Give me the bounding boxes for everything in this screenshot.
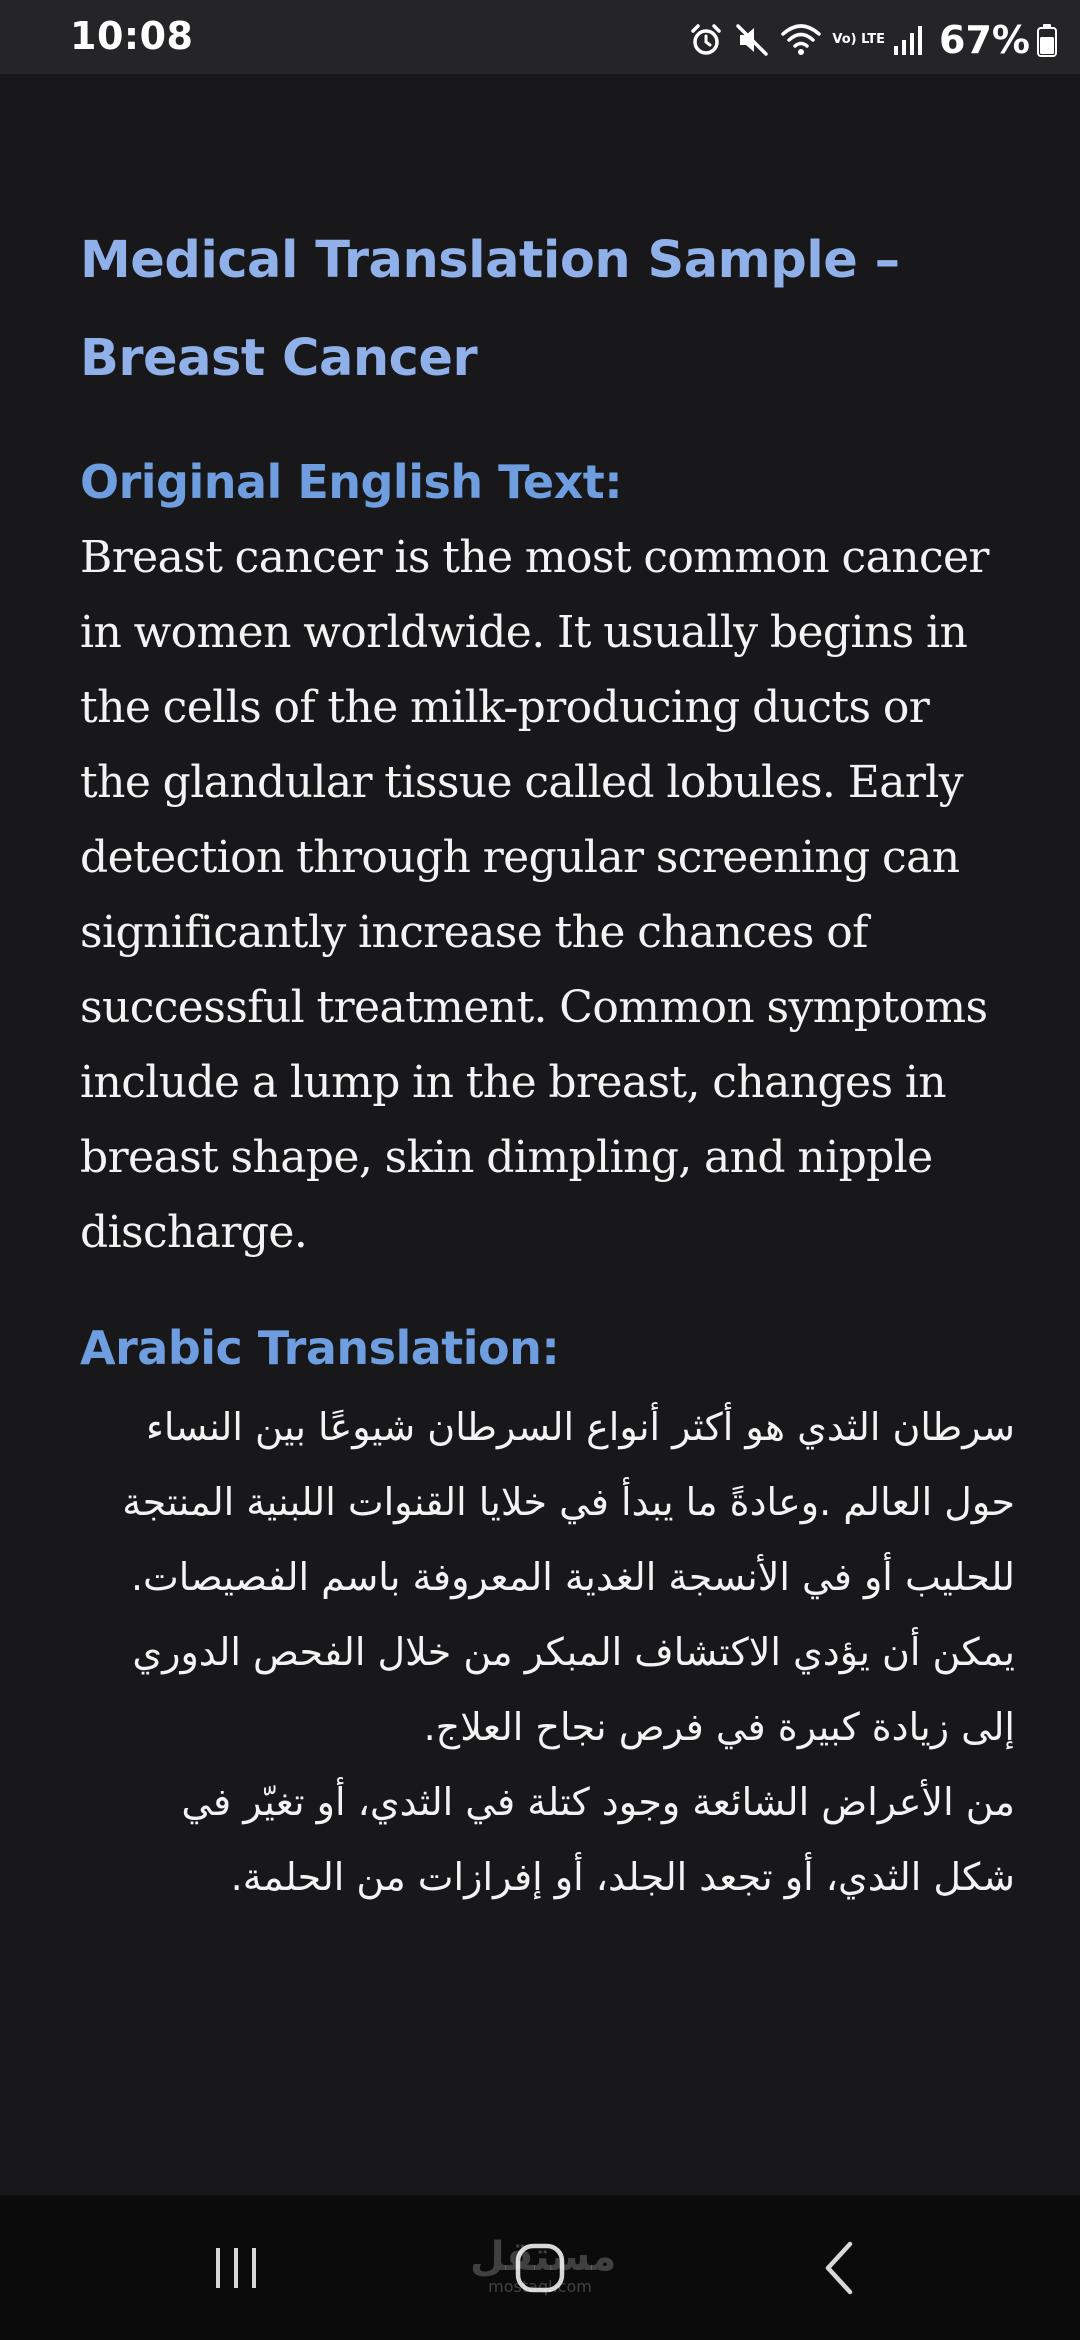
text-line: in women worldwide. It usually begins in — [80, 607, 968, 658]
document-title — [80, 212, 1020, 408]
mute-icon — [734, 22, 770, 58]
arabic-line: من الأعراض الشائعة وجود كتلة في الثدي، أو تغيّر في — [181, 1780, 1015, 1824]
text-line: Breast cancer is the most common cancer — [80, 532, 989, 583]
status-bar — [0, 0, 1080, 74]
text-line: successful treatment. Common symptoms — [80, 982, 988, 1033]
volte-badge: Vo) LTE — [832, 32, 886, 47]
status-time: 10:08 — [70, 14, 194, 58]
home-button[interactable] — [470, 2195, 617, 2340]
arabic-line: حول العالم .وعادةً ما يبدأ في خلايا القنوات اللبنية المنتجة — [122, 1480, 1015, 1524]
arabic-heading: Arabic Translation: — [80, 1321, 560, 1375]
title-line: Breast Cancer — [80, 329, 478, 388]
arabic-line: للحليب أو في الأنسجة الغدية المعروفة باسم الفصيصات. — [130, 1555, 1015, 1599]
text-line: discharge. — [80, 1207, 308, 1258]
arabic-line: شكل الثدي، أو تجعد الجلد، أو إفرازات من الحلمة. — [230, 1855, 1015, 1899]
arabic-line: سرطان الثدي هو أكثر أنواع السرطان شيوعًا بين النساء — [145, 1405, 1015, 1449]
english-text — [80, 520, 1020, 1270]
alarm-icon — [688, 22, 724, 58]
watermark-latin: mostaql.com — [488, 2277, 592, 2296]
text-line: the glandular tissue called lobules. Early — [80, 757, 964, 808]
navigation-bar — [0, 2195, 1080, 2340]
battery-percent: 67% — [939, 18, 1030, 62]
back-button[interactable] — [790, 2195, 890, 2340]
english-heading: Original English Text: — [80, 455, 623, 509]
recents-button[interactable] — [186, 2195, 286, 2340]
arabic-line: إلى زيادة كبيرة في فرص نجاح العلاج. — [423, 1705, 1015, 1749]
status-icons — [688, 10, 1058, 70]
text-line: include a lump in the breast, changes in — [80, 1057, 947, 1108]
recents-icon — [211, 2243, 261, 2293]
text-line: significantly increase the chances of — [80, 907, 868, 958]
title-line: Medical Translation Sample – — [80, 231, 900, 290]
text-line: detection through regular screening can — [80, 832, 960, 883]
document — [80, 212, 1020, 1915]
home-icon — [512, 2240, 568, 2296]
text-line: breast shape, skin dimpling, and nipple — [80, 1132, 933, 1183]
back-icon — [820, 2240, 860, 2296]
text-line: the cells of the milk-producing ducts or — [80, 682, 930, 733]
watermark-arabic: مستقل — [470, 2234, 617, 2280]
wifi-icon — [780, 22, 822, 58]
arabic-text — [80, 1390, 1015, 1915]
battery-icon — [1036, 23, 1058, 57]
arabic-line: يمكن أن يؤدي الاكتشاف المبكر من خلال الفحص الدوري — [132, 1630, 1015, 1674]
signal-icon — [893, 24, 923, 56]
